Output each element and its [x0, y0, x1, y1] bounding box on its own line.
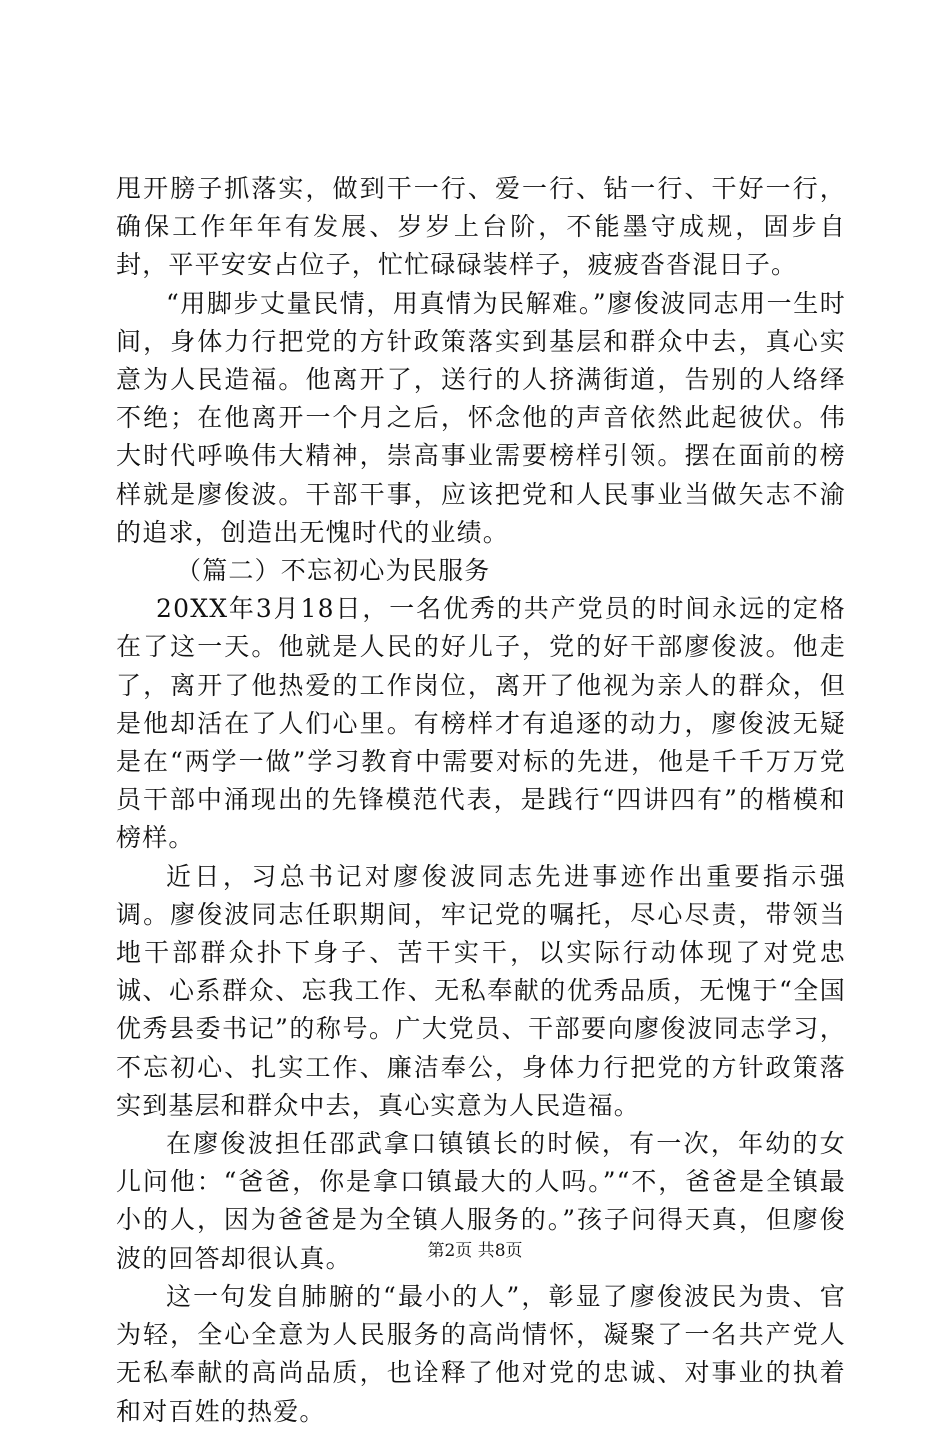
- paragraph: 这一句发自肺腑的“最小的人”，彰显了廖俊波民为贵、官为轻，全心全意为人民服务的高尚情怀，凝聚了一名共产党人无私奉献的高尚品质，也诠释了他对党的忠诚、对事业的执着和对百姓的热爱。: [116, 1281, 846, 1426]
- paragraph: 20XX年3月18日，一名优秀的共产党员的时间永远的定格在了这一天。他就是人民的好儿子，党的好干部廖俊波。他走了，离开了他热爱的工作岗位，离开了他视为亲人的群众，但是他却活在了人们心里。有榜样才有追逐的动力，廖俊波无疑是在“两学一做”学习教育中需要对标的先进，他是千千万万党员干部中涌现出的先锋模范代表，是践行“四讲四有”的楷模和榜样。: [116, 594, 846, 853]
- paragraph: 近日，习总书记对廖俊波同志先进事迹作出重要指示强调。廖俊波同志任职期间，牢记党的嘱托，尽心尽责，带领当地干部群众扑下身子、苦干实干，以实际行动体现了对党忠诚、心系群众、忘我工作、无私奉献的优秀品质，无愧于“全国优秀县委书记”的称号。广大党员、干部要向廖俊波同志学习，不忘初心、扎实工作、廉洁奉公，身体力行把党的方针政策落实到基层和群众中去，真心实意为人民造福。: [116, 861, 846, 1120]
- paragraph: “用脚步丈量民情，用真情为民解难。”廖俊波同志用一生时间，身体力行把党的方针政策落实到基层和群众中去，真心实意为人民造福。他离开了，送行的人挤满街道，告别的人络绎不绝；在他离开一个月之后，怀念他的声音依然此起彼伏。伟大时代呼唤伟大精神，崇高事业需要榜样引领。摆在面前的榜样就是廖俊波。干部干事，应该把党和人民事业当做矢志不渝的追求，创造出无愧时代的业绩。: [116, 288, 846, 547]
- paragraph: 在廖俊波担任邵武拿口镇镇长的时候，有一次，年幼的女儿问他：“爸爸，你是拿口镇最大的人吗。”“不，爸爸是全镇最小的人，因为爸爸是为全镇人服务的。”孩子问得天真，但廖俊波的回答却很认真。: [116, 1129, 846, 1273]
- page-footer: 第2页 共8页: [427, 1241, 523, 1261]
- section-heading: （篇二）不忘初心为民服务: [176, 556, 491, 586]
- paragraph: 甩开膀子抓落实，做到干一行、爱一行、钻一行、干好一行，确保工作年年有发展、岁岁上台阶，不能墨守成规，固步自封，平平安安占位子，忙忙碌碌装样子，疲疲沓沓混日子。: [116, 174, 846, 280]
